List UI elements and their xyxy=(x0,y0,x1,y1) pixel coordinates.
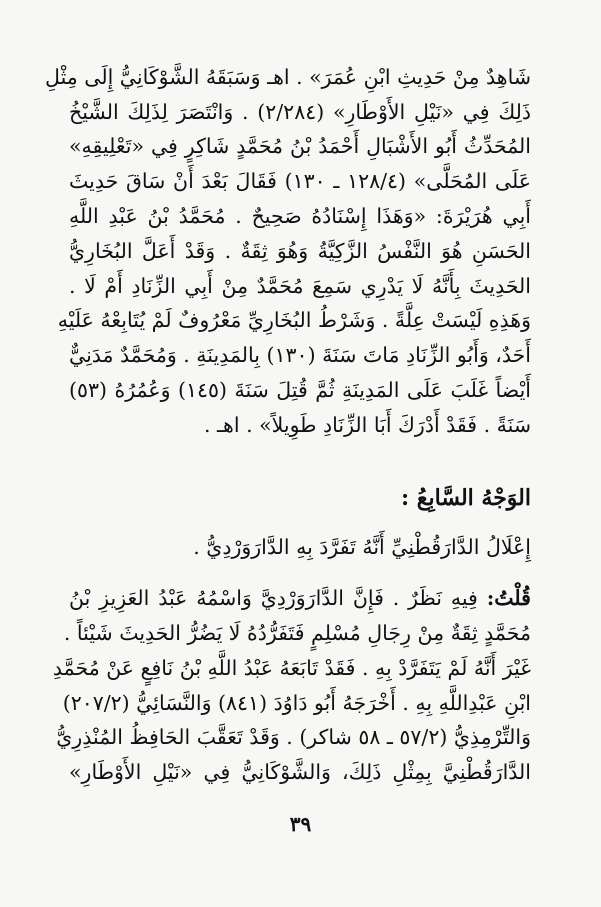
text-line: مُحَمَّدٍ ثِقَةٌ مِنْ رِجَالِ مُسْلِمٍ فَتَفَرُّدُهُ لَا يَضُرُّ الحَدِيثَ شَيْئاً . xyxy=(63,621,531,645)
text-line: عَلَى المُحَلَّى» (١٢٨/٤ ـ ١٣٠) فَقَالَ بَعْدَ أَنْ سَاقَ حَدِيثَ xyxy=(69,169,532,193)
text-line: الحَسَنِ هُوَ النَّفْسُ الزَّكِيَّةُ وَهُوَ ثِقَةٌ . وَقَدْ أَعَلَّ البُخَارِيُّ xyxy=(69,239,531,263)
text-line: سَنَةً . فَقَدْ أَدْرَكَ أَبَا الزِّنَادِ طَوِيلاً» . اهـ . xyxy=(204,413,531,437)
text-line: وَالتِّرْمِذِيُّ (٥٧/٢ ـ ٥٨ شاكر) . وَقَدْ تَعَقَّبَ الحَافِظُ المُنْذِرِيُّ xyxy=(56,725,531,749)
text-line-rest: فِيهِ نَظَرٌ . فَإِنَّ الدَّارَوَرْدِيَّ وَاسْمُهُ عَبْدُ العَزِيزِ بْنُ xyxy=(69,586,487,610)
text-line: شَاهِدٌ مِنْ حَدِيثِ ابْنِ عُمَرَ» . اهـ وَسَبَقَهُ الشَّوْكَانِيُّ إِلَى مِثْلِ xyxy=(45,65,531,89)
text-line: أَيْضاً غَلَبَ عَلَى المَدِينَةِ ثُمَّ قُتِلَ سَنَةَ (١٤٥) وَعُمُرُهُ (٥٣) xyxy=(69,378,531,402)
text-line: وَهَذِهِ لَيْسَتْ عِلَّةً . وَشَرْطُ البُخَارِيِّ مَعْرُوفٌ لَمْ يُتَابِعْهُ عَلَيْهِ xyxy=(57,308,531,332)
text-line: أَحَدٌ، وَأَبُو الزِّنَادِ مَاتَ سَنَةَ (١٣٠) بِالمَدِينَةِ . وَمُحَمَّدٌ مَدَنِيٌّ xyxy=(68,343,531,367)
text-line: الحَدِيثَ بِأَنَّهُ لَا يَدْرِي سَمِعَ مُحَمَّدٌ مِنْ أَبِي الزِّنَادِ أَمْ لَا . xyxy=(69,274,531,298)
text-line: أَبِي هُرَيْرَةَ: «وَهَذَا إِسْنَادُهُ صَحِيحٌ . مُحَمَّدُ بْنُ عَبْدِ اللَّهِ xyxy=(69,204,531,228)
page-number: ٣٩ xyxy=(289,812,312,836)
text-line: الدَّارَقُطْنِيَّ بِمِثْلِ ذَلِكَ، وَالشَّوْكَانِيُّ فِي «نَيْلِ الأَوْطَارِ» xyxy=(69,760,531,784)
text-line: غَيْرَ أَنَّهُ لَمْ يَتَفَرَّدْ بِهِ . فَقَدْ تَابَعَهُ عَبْدُ اللَّهِ بْنُ نَافِعٍ عَنْ مُحَمَّدِ xyxy=(52,656,531,680)
text-line: المُحَدِّثُ أَبُو الأَشْبَالِ أَحْمَدُ بْنُ مُحَمَّدٍ شَاكِرٍ فِي «تَعْلِيقِهِ» xyxy=(69,134,531,158)
text-line xyxy=(69,583,531,613)
text-line: ذَلِكَ فِي «نَيْلِ الأَوْطَارِ» (٢/٢٨٤) . وَانْتَصَرَ لِذَلِكَ الشَّيْخُ xyxy=(69,100,531,124)
text-line: ابْنِ عَبْدِاللَّهِ بِهِ . أَخْرَجَهُ أَبُو دَاوُدَ (٨٤١) وَالنَّسَائِيُّ (٢٠٧/٢) xyxy=(62,691,531,715)
qultu-lead: قُلْتُ: xyxy=(486,586,531,610)
section-heading: الوَجْهُ السَّابِعُ : xyxy=(401,485,531,511)
section-subheading: إِعْلَالُ الدَّارَقُطْنِيِّ أَنَّهُ تَفَرَّدَ بِهِ الدَّارَوَرْدِيُّ . xyxy=(193,535,531,559)
